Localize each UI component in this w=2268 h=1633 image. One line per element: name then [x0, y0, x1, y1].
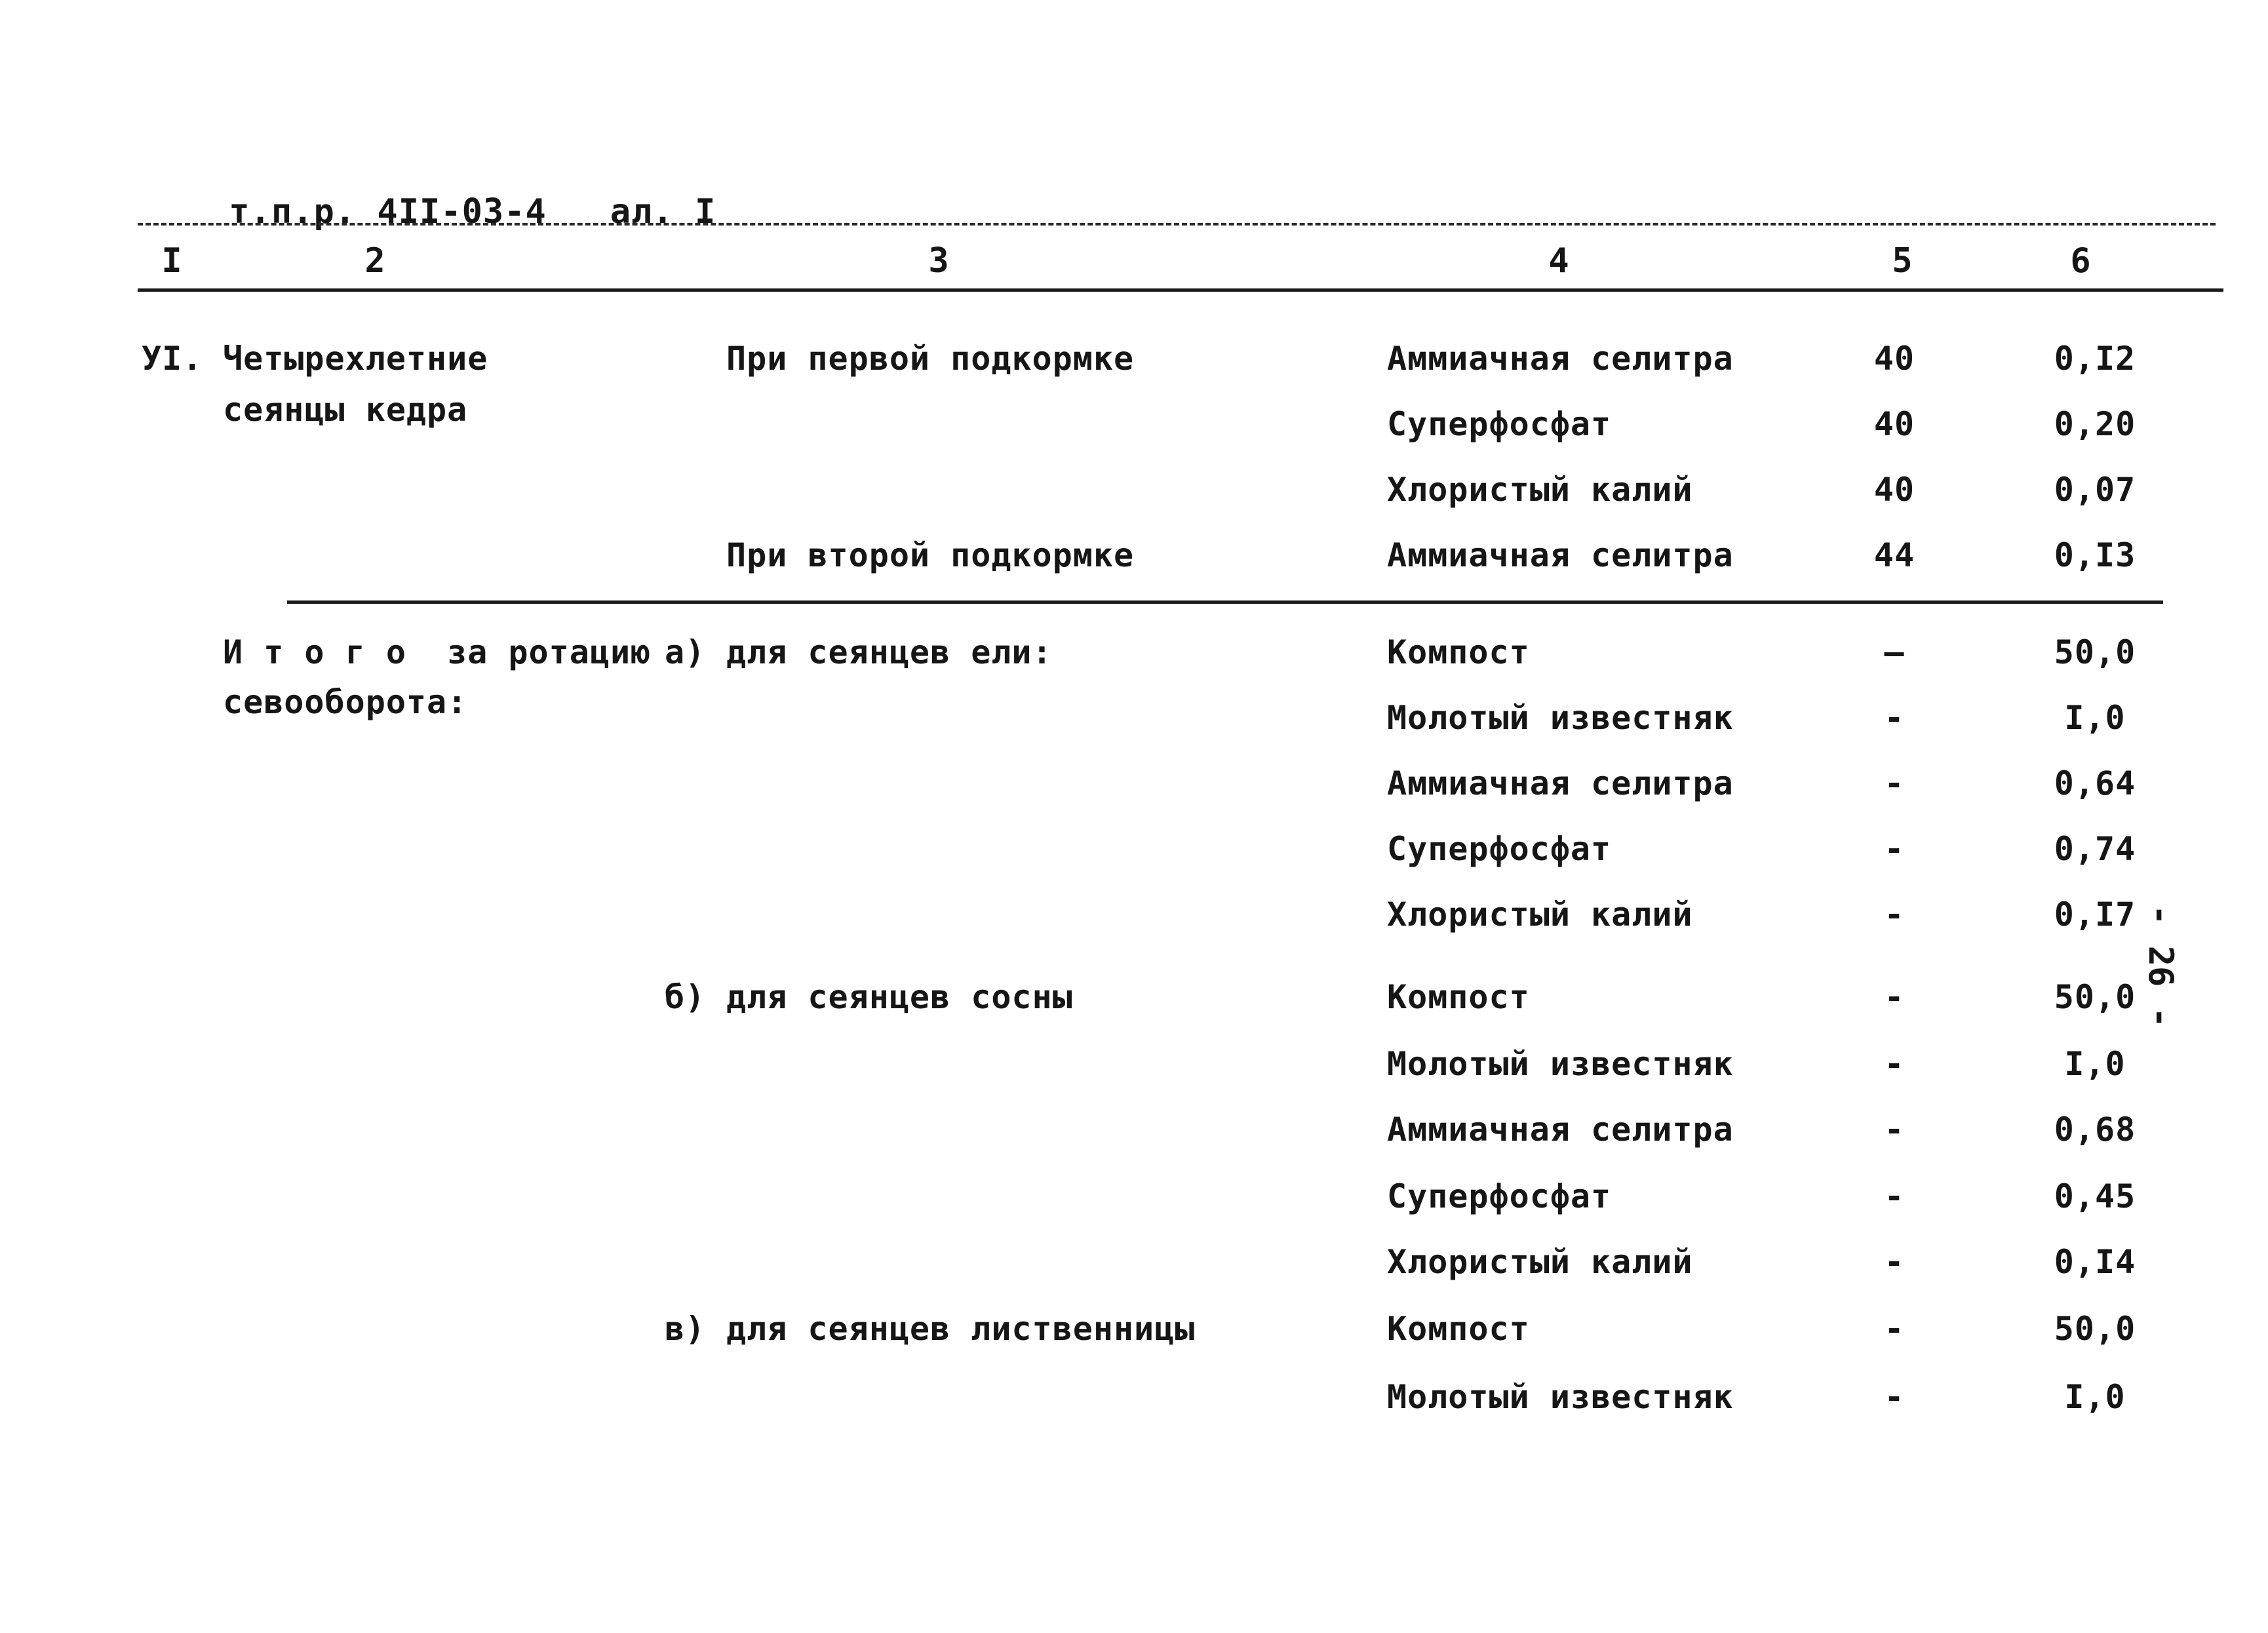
- fertilizer-name: Суперфосфат: [1387, 830, 1612, 868]
- amount-value: 50,0: [2054, 1310, 2136, 1348]
- amount-value: 0,I4: [2054, 1243, 2136, 1281]
- dose-value: -: [1884, 978, 1905, 1016]
- amount-value: 0,I2: [2054, 340, 2136, 378]
- dose-value: -: [1884, 1243, 1905, 1281]
- amount-value: I,0: [2064, 1378, 2126, 1416]
- group-marker-c: в): [665, 1310, 706, 1348]
- fertilizer-name: Суперфосфат: [1387, 405, 1612, 443]
- page-number: - 26 -: [2141, 905, 2180, 1028]
- dose-value: -: [1884, 699, 1905, 737]
- section-name-line2: сеянцы кедра: [223, 391, 468, 429]
- group-marker-a: а): [665, 633, 706, 671]
- totals-separator-rule: [287, 600, 2163, 604]
- dose-value: -: [1884, 830, 1905, 868]
- fertilizer-name: Компост: [1387, 1310, 1530, 1348]
- amount-value: I,0: [2064, 1045, 2126, 1083]
- dose-value: -: [1884, 1310, 1905, 1348]
- amount-value: 0,I3: [2054, 536, 2136, 574]
- phase-first-feeding: При первой подкормке: [726, 340, 1135, 378]
- totals-label-line1: И т о г о за ротацию: [223, 633, 652, 671]
- fertilizer-name: Суперфосфат: [1387, 1177, 1612, 1215]
- amount-value: I,0: [2064, 699, 2126, 737]
- dose-value: 40: [1873, 405, 1915, 443]
- top-rule: [138, 223, 2216, 226]
- fertilizer-name: Аммиачная селитра: [1387, 1111, 1734, 1149]
- group-marker-b: б): [665, 978, 706, 1016]
- totals-label-line2: севооборота:: [223, 683, 468, 721]
- amount-value: 50,0: [2054, 978, 2136, 1016]
- section-number: УI.: [142, 340, 203, 378]
- dose-value: –: [1884, 633, 1905, 671]
- album-reference: ал. I: [610, 192, 716, 231]
- fertilizer-name: Аммиачная селитра: [1387, 340, 1734, 378]
- amount-value: 0,68: [2054, 1111, 2136, 1149]
- group-title-pine: для сеянцев сосны: [726, 978, 1073, 1016]
- fertilizer-name: Молотый известняк: [1387, 1045, 1734, 1083]
- dose-value: -: [1884, 895, 1905, 934]
- column-number-5: 5: [1892, 241, 1913, 281]
- fertilizer-name: Аммиачная селитра: [1387, 536, 1734, 574]
- amount-value: 0,I7: [2054, 895, 2136, 934]
- dose-value: -: [1884, 1378, 1905, 1416]
- header-rule: [138, 288, 2223, 292]
- fertilizer-name: Хлористый калий: [1387, 895, 1693, 934]
- section-name-line1: Четырехлетние: [223, 340, 488, 378]
- dose-value: 44: [1873, 536, 1915, 574]
- amount-value: 50,0: [2054, 633, 2136, 671]
- fertilizer-name: Аммиачная селитра: [1387, 764, 1734, 802]
- dose-value: 40: [1873, 471, 1915, 509]
- dose-value: -: [1884, 764, 1905, 802]
- dose-value: -: [1884, 1177, 1905, 1215]
- project-reference: т.п.р. 4II-03-4: [229, 192, 547, 231]
- column-number-2: 2: [364, 241, 385, 281]
- fertilizer-name: Молотый известняк: [1387, 699, 1734, 737]
- fertilizer-name: Компост: [1387, 978, 1530, 1016]
- column-number-4: 4: [1548, 241, 1569, 281]
- amount-value: 0,64: [2054, 764, 2136, 802]
- fertilizer-name: Молотый известняк: [1387, 1378, 1734, 1416]
- fertilizer-name: Компост: [1387, 633, 1530, 671]
- phase-second-feeding: При второй подкормке: [726, 536, 1135, 574]
- dose-value: 40: [1873, 340, 1915, 378]
- fertilizer-name: Хлористый калий: [1387, 1243, 1693, 1281]
- dose-value: -: [1884, 1111, 1905, 1149]
- column-number-3: 3: [928, 241, 949, 281]
- group-title-larch: для сеянцев лиственницы: [726, 1310, 1196, 1348]
- dose-value: -: [1884, 1045, 1905, 1083]
- group-title-spruce: для сеянцев ели:: [726, 633, 1053, 671]
- amount-value: 0,07: [2054, 471, 2136, 509]
- column-number-6: 6: [2070, 241, 2091, 281]
- amount-value: 0,74: [2054, 830, 2136, 868]
- amount-value: 0,20: [2054, 405, 2136, 443]
- fertilizer-name: Хлористый калий: [1387, 471, 1693, 509]
- column-number-1: I: [161, 241, 182, 281]
- document-reference: [144, 161, 716, 263]
- amount-value: 0,45: [2054, 1177, 2136, 1215]
